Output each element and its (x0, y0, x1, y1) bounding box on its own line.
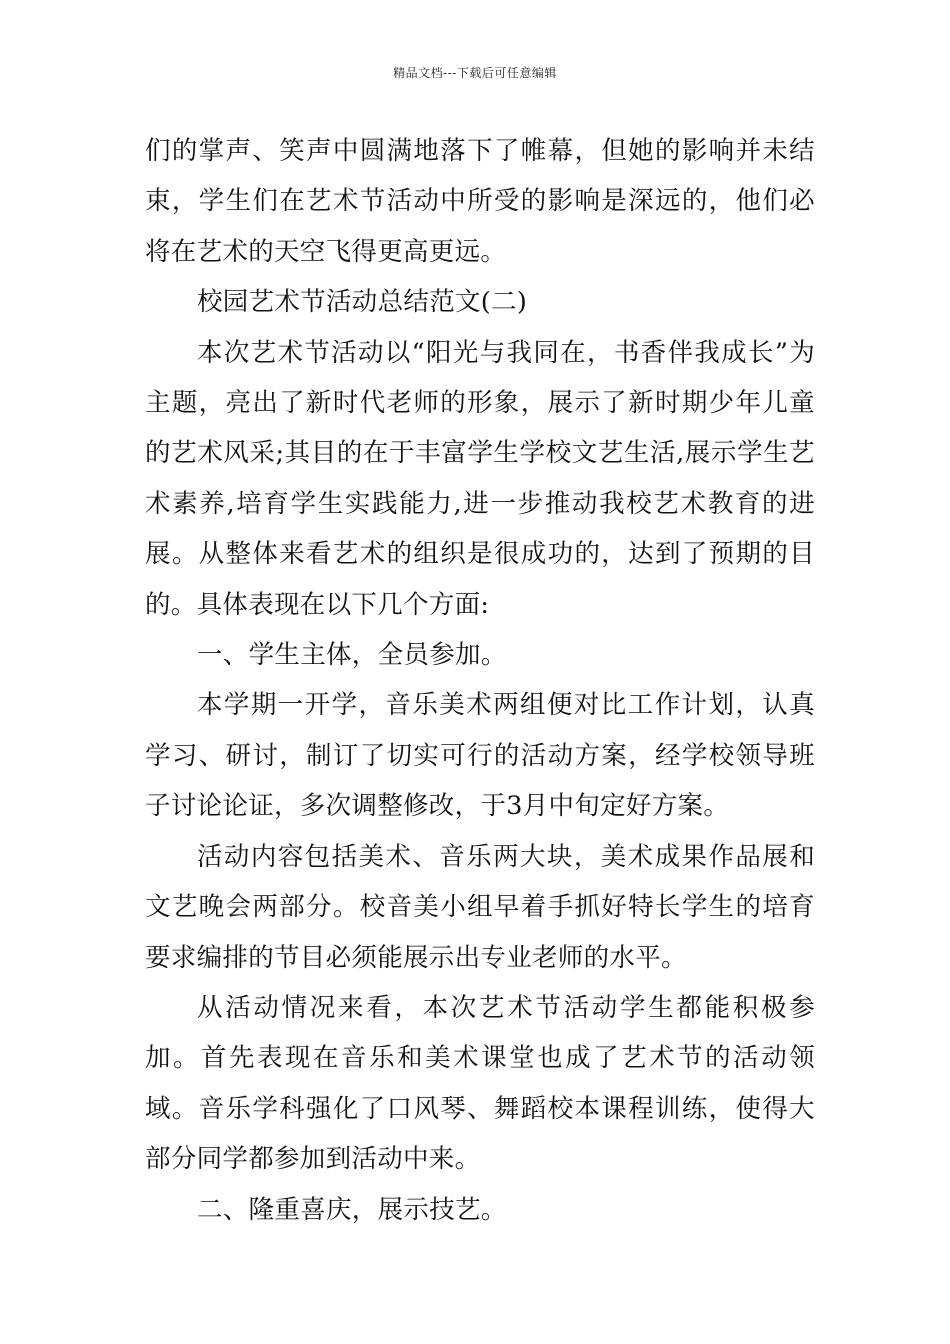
paragraph-continuation: 们的掌声、笑声中圆满地落下了帷幕，但她的影响并未结束，学生们在艺术节活动中所受的影响是深远的，他们必将在艺术的天空飞得更高更远。 (145, 136, 815, 267)
section-title: 校园艺术节活动总结范文(二) (197, 287, 528, 318)
paragraph-intro: 本次艺术节活动以“阳光与我同在，书香伴我成长”为主题，亮出了新时代老师的形象，展示了新时期少年儿童的艺术风采;其目的在于丰富学生学校文艺生活,展示学生艺术素养,培育学生实践能力,进一步推动我校艺术教育的进展。从整体来看艺术的组织是很成功的，达到了预期的目的。具体表现在以下几个方面: (145, 337, 815, 620)
heading-point-two: 二、隆重喜庆，展示技艺。 (197, 1194, 507, 1225)
paragraph-content: 活动内容包括美术、音乐两大块，美术成果作品展和文艺晚会两部分。校音美小组早着手抓好特长学生的培育要求编排的节目必须能展示出专业老师的水平。 (145, 841, 815, 973)
heading-point-one: 一、学生主体，全员参加。 (197, 640, 507, 671)
document-body (145, 126, 815, 1235)
paragraph-planning: 本学期一开学，音乐美术两组便对比工作计划，认真学习、研讨，制订了切实可行的活动方案，经学校领导班子讨论论证，多次调整修改，于3月中旬定好方案。 (145, 690, 815, 822)
paragraph-participation: 从活动情况来看，本次艺术节活动学生都能积极参加。首先表现在音乐和美术课堂也成了艺术节的活动领域。音乐学科强化了口风琴、舞蹈校本课程训练，使得大部分同学都参加到活动中来。 (145, 992, 815, 1175)
page-header: 精品文档---下载后可任意编辑 (393, 66, 557, 80)
